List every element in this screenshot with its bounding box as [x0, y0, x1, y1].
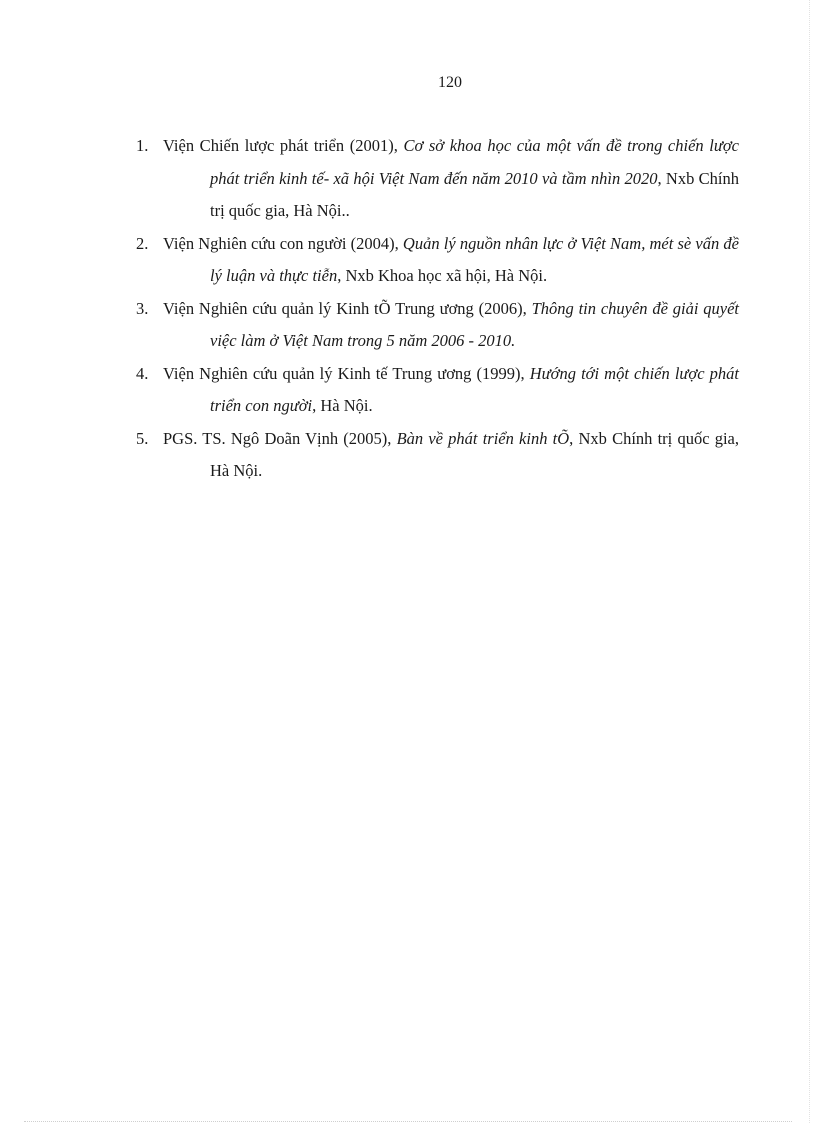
reference-item	[136, 130, 739, 228]
reference-number: 3.	[136, 298, 149, 318]
page-right-border	[809, 0, 810, 1123]
reference-list	[136, 130, 739, 488]
reference-number: 4.	[136, 363, 149, 383]
reference-item	[136, 293, 739, 358]
reference-number: 5.	[136, 428, 149, 448]
reference-author-year: Viện Nghiên cứu quản lý Kinh tÕ Trung ương (2006),	[163, 298, 532, 318]
reference-item	[136, 358, 739, 423]
reference-publisher: , Nxb Chính trị quốc gia, Hà Nội..	[210, 168, 739, 220]
page-bottom-border	[24, 1121, 792, 1122]
reference-author-year: Viện Nghiên cứu con người (2004),	[163, 233, 403, 253]
reference-publisher: , Hà Nội.	[312, 396, 373, 415]
reference-author-year: PGS. TS. Ngô Doãn Vịnh (2005),	[163, 428, 397, 448]
reference-publisher: , Nxb Chính trị quốc gia, Hà Nội.	[210, 428, 739, 480]
reference-number: 2.	[136, 233, 149, 253]
reference-item	[136, 423, 739, 488]
reference-title: Thông tin chuyên đề giải quyết việc làm ở Việt Nam trong 5 năm 2006 - 2010.	[210, 298, 739, 350]
reference-title: Hướng tới một chiến lược phát triển con người	[210, 363, 739, 415]
reference-title: Cơ sở khoa học của một vấn đề trong chiến lược phát triển kinh tế- xã hội Việt Nam đến năm 2010 và tầm nhìn 2020	[210, 136, 739, 188]
page-number: 120	[438, 74, 462, 91]
reference-publisher: , Nxb Khoa học xã hội, Hà Nội.	[337, 266, 548, 285]
reference-number: 1.	[136, 136, 149, 155]
reference-title: Bàn về phát triển kinh tÕ	[396, 428, 570, 448]
reference-item	[136, 228, 739, 293]
reference-author-year: Viện Chiến lược phát triển (2001),	[163, 136, 404, 155]
reference-title: Quản lý nguồn nhân lực ở Việt Nam, mét sè vấn đề lý luận và thực tiễn	[210, 233, 739, 285]
reference-author-year: Viện Nghiên cứu quản lý Kinh tế Trung ương (1999),	[163, 363, 530, 383]
